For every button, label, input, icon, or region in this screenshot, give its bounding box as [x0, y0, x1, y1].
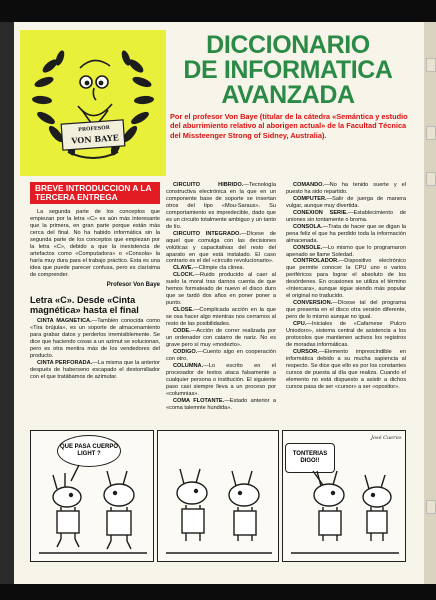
speech-bubble-2: TONTERIAS DIGO!! — [285, 443, 335, 473]
entry-text: —La misma que la anterior después de haberseno escapado el destornillador con el que tratábamos de azimutar. — [30, 360, 160, 381]
entry-term: CPU. — [293, 321, 307, 328]
entry-term: CLOCK. — [173, 272, 195, 279]
speech-bubble-1: QUE PASA CUERPO LIGHT ? — [57, 435, 121, 467]
entry-term: COMANDO. — [293, 182, 325, 188]
entry-term: CONSOLE. — [293, 244, 323, 251]
entry-paragraph — [166, 231, 276, 266]
entry-text: —Clímpie cla clinea. — [193, 265, 245, 272]
entry-text: —Complicada acción en la que se osa hacer algo mientras nos cerramos al resto de las posibilidades. — [166, 307, 276, 328]
entry-paragraph — [286, 182, 406, 196]
author-byline: Por el profesor Von Baye (titular de la cátedra «Semántica y estudio del aburrimiento relativo al aborigen actual» de la Facultad Técnica del Missteenger Strong of Sidney, Australia). — [170, 112, 408, 140]
entry-term: CIRCUITO INTEGRADO. — [173, 230, 241, 237]
entry-paragraph — [166, 182, 276, 231]
professor-laurel-logo — [20, 30, 166, 176]
entry-paragraph — [166, 265, 276, 272]
entry-term: CONEXION SERIE. — [293, 209, 348, 216]
entry-text: —Cuento algo en cooperación con otro. — [166, 348, 276, 362]
column-2 — [166, 182, 276, 411]
entry-text: —Iniciales de «Cafarnese Pulcro Uniodoro», sistema central de asistencia a los protocolos que mantienen activos los registros de moradas informáticas. — [286, 321, 406, 348]
entry-term: CURSOR. — [293, 348, 319, 355]
entry-paragraph — [30, 360, 160, 381]
entry-paragraph — [286, 349, 406, 391]
entry-text: —Establecimiento de uniones sin tontamente o broma. — [286, 209, 406, 223]
entry-text: —Trata de hacer que se digan la pena feliz el que ha perdido toda la información almacenada. — [286, 223, 406, 244]
entry-text: —Tecnología constructiva electrónica en la que en un componente base de soporte se insertan otros del tipo «Mou-Saraus». Su comportamiento es impredecible, dado que es un circuito totalmente ambiguo y un tanto de lío. — [166, 182, 276, 230]
entry-term: CODE. — [173, 328, 191, 335]
title-line-2: DE INFORMATICA — [183, 56, 393, 84]
entry-text: —Lo mismo que lo programaron apenado se llame Soledad. — [286, 244, 406, 258]
comic-panel-2 — [157, 430, 279, 562]
entry-term: CODIGO. — [173, 348, 198, 355]
artist-signature: José Cuervo — [371, 435, 402, 441]
entry-paragraph — [166, 349, 276, 363]
title-line-3: AVANZADA — [221, 81, 355, 109]
donkey-character-icon — [31, 431, 154, 562]
plaque-label-top: PROFESOR — [77, 124, 111, 134]
entry-term: COMA FLOTANTE. — [173, 397, 225, 404]
entry-term: CINTA PERFORADA. — [37, 360, 93, 367]
entry-text: —Lo escrito en el procesador de textos ataca falsamente a cualquier persona o institución. El siguiente paso casi siempre lleva a un proceso por «columnias». — [166, 362, 276, 397]
entry-text: —Dícese de aquel que comulga con las decisiones volúticas y capacitativas del resto del aparato en que está instalado. El caso contrario es el del «circuito revolucionario». — [166, 230, 277, 265]
laurel-wreath-icon — [20, 30, 166, 176]
entry-term: CLOSE. — [173, 307, 194, 314]
entry-paragraph — [286, 258, 406, 300]
donkey-character-icon — [283, 431, 406, 562]
entry-term: CIRCUITO HIBRIDO. — [173, 182, 244, 188]
entry-term: COLUMNA. — [173, 362, 204, 369]
column-1 — [30, 182, 160, 381]
comic-panel-1 — [30, 430, 154, 562]
entry-paragraph — [286, 300, 406, 321]
entry-paragraph — [286, 245, 406, 259]
entry-paragraph — [166, 398, 276, 412]
next-page-edge — [424, 22, 436, 584]
entry-paragraph — [166, 328, 276, 349]
entry-text: —Elemento imprescindible en informática debido a su mucha sapiencia al respecto. Se dice que ello es por los constantes cursos de puesta al día que realiza. Cuando el elemento no está dispuesto a asistir a dichos cursos pasa de ser «cursor» a ser «opositor». — [286, 348, 406, 390]
comic-strip — [30, 430, 406, 562]
entry-text: —Salir de juerga de manera vulgar, aunque muy divertida. — [286, 195, 406, 209]
entry-text: —Acción de correr realizada por un ordenador con catarro de nariz. No es grave pero sí muy «modezto». — [166, 328, 276, 348]
entry-paragraph — [166, 272, 276, 307]
entry-term: CONTROLADOR. — [293, 258, 339, 265]
entry-text: —Dispositivo electrónico que permite conocer la CPU uno o varios periféricos para lograr el absoluto de los desórdenes. En ocasiones se utiliza el término «Intercara», aunque sigue siendo más popular el original no traducido. — [286, 258, 406, 300]
entry-text: —Ruido producido al caer al suelo la moral tras darnos cuenta de que hemos formateado de nuevo el disco duro que se tardó dos años en poner poner a punto. — [166, 272, 276, 307]
entry-paragraph — [166, 363, 276, 398]
donkey-character-icon — [158, 431, 279, 562]
entry-term: CINTA MAGNETICA. — [37, 318, 92, 325]
entry-text: —Dícese tal del programa que presenta en el disco otra versión diferente, pero de lo mismo aunque no igual. — [286, 300, 406, 321]
entry-term: CONVERSION. — [293, 300, 333, 307]
column-3 — [286, 182, 406, 391]
page-title — [168, 33, 408, 108]
entry-paragraph — [286, 210, 406, 224]
entry-term: COMPUTER. — [293, 195, 327, 202]
title-line-1: DICCIONARIO — [206, 31, 370, 59]
section-subheading: Letra «C». Desde «Cinta magnética» hasta el final — [30, 294, 139, 316]
entry-text: —No ha tenido suerte y el puesto ha sido repartido. — [286, 182, 406, 195]
entry-paragraph — [166, 307, 276, 328]
intro-heading-box: BREVE INTRODUCCION A LA TERCERA ENTREGA — [30, 182, 160, 204]
entry-text: —También conocida como «Tira brújula», es un soporte de almacenamiento para grabar datos y perderlos irremisiblemente. Se dice que haciendo cosas a un azimut se solucionan, pero es otra mentira más de los vendedores del producto. — [30, 318, 160, 360]
entry-paragraph — [286, 224, 406, 245]
entry-paragraph — [286, 321, 406, 349]
comic-panel-3 — [282, 430, 406, 562]
entry-term: CLAVE. — [173, 265, 194, 272]
entry-paragraph — [30, 318, 160, 360]
entry-paragraph — [286, 196, 406, 210]
entry-term: CONSOLA. — [293, 223, 323, 230]
entry-text: —Estado anterior a «coma talemnte hundida». — [166, 397, 276, 411]
binding-edge — [0, 22, 14, 584]
intro-paragraph: La segunda parte de los conceptos que empiezan por la letra «C» es aún más interesante que la primera, en gran parte porque están más cerca del final. No ha habido informática sin la segunda parte de los conceptos que empiezan por la letra «C», debido a que la inexistencia de artefactos como «Computadora» o «Consola» la haría muy dura para el trabajo práctico. Esta es una idea que puede parecer confusa, pero es clarísima de comprender. — [30, 209, 160, 278]
intro-signature: Profesor Von Baye — [106, 281, 160, 288]
plaque-label-name: VON BAYE — [70, 132, 120, 146]
